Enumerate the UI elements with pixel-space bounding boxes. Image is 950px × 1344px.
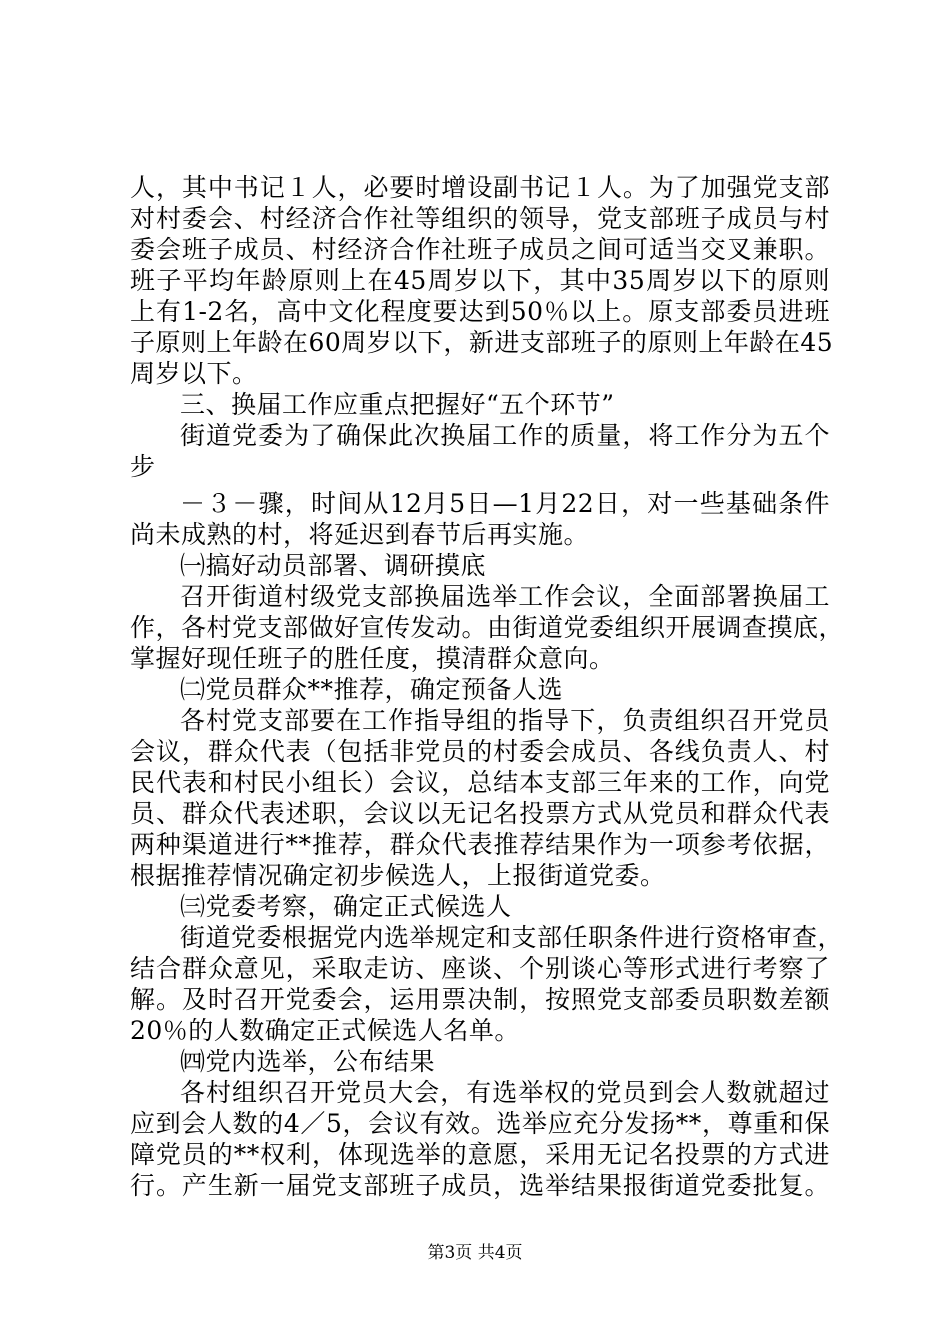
text-line: 会议，群众代表（包括非党员的村委会成员、各线负责人、村	[130, 737, 830, 766]
text-line: －３－骤，时间从12月5日—1月22日，对一些基础条件	[180, 489, 830, 518]
document-body	[130, 172, 845, 1201]
section-heading: 三、换届工作应重点把握好“五个环节”	[180, 390, 615, 419]
text-line: 人，其中书记１人，必要时增设副书记１人。为了加强党支部	[130, 173, 830, 202]
text-line: 尚未成熟的村，将延迟到春节后再实施。	[130, 520, 590, 549]
text-line: 民代表和村民小组长）会议，总结本支部三年来的工作，向党	[130, 768, 830, 797]
text-line: 街道党委根据党内选举规定和支部任职条件进行资格审查，	[180, 923, 844, 952]
subsection-heading: ㈢党委考察，确定正式候选人	[180, 892, 512, 921]
text-line: 步	[130, 452, 156, 481]
text-line: 上有1-2名，高中文化程度要达到50％以上。原支部委员进班	[130, 297, 830, 326]
text-line: 召开街道村级党支部换届选举工作会议，全面部署换届工	[180, 582, 830, 611]
text-line: 委会班子成员、村经济合作社班子成员之间可适当交叉兼职。	[130, 235, 830, 264]
subsection-heading: ㈡党员群众**推荐，确定预备人选	[180, 675, 564, 704]
text-line: 结合群众意见，采取走访、座谈、个别谈心等形式进行考察了	[130, 954, 830, 983]
text-line: 班子平均年龄原则上在45周岁以下，其中35周岁以下的原则	[130, 266, 830, 295]
text-line: 20％的人数确定正式候选人名单。	[130, 1016, 520, 1045]
text-line: 各村组织召开党员大会，有选举权的党员到会人数就超过	[180, 1078, 830, 1107]
text-line: 行。产生新一届党支部班子成员，选举结果报街道党委批复。	[130, 1171, 830, 1200]
text-line: 障党员的**权利，体现选举的意愿，采用无记名投票的方式进	[130, 1140, 830, 1169]
text-line: 各村党支部要在工作指导组的指导下，负责组织召开党员	[180, 706, 830, 735]
subsection-heading: ㈠搞好动员部署、调研摸底	[180, 551, 487, 580]
text-line: 周岁以下。	[130, 359, 258, 388]
page-number-label: 第3页 共4页	[427, 1243, 523, 1263]
text-line: 解。及时召开党委会，运用票决制，按照党支部委员职数差额	[130, 985, 830, 1014]
text-line: 作，各村党支部做好宣传发动。由街道党委组织开展调查摸底，	[130, 613, 845, 642]
page-footer	[0, 1242, 950, 1264]
text-line: 根据推荐情况确定初步候选人，上报街道党委。	[130, 861, 666, 890]
text-line: 街道党委为了确保此次换届工作的质量，将工作分为五个	[180, 421, 830, 450]
text-line: 对村委会、村经济合作社等组织的领导，党支部班子成员与村	[130, 204, 830, 233]
text-line: 员、群众代表述职，会议以无记名投票方式从党员和群众代表	[130, 799, 830, 828]
text-line: 子原则上年龄在60周岁以下，新进支部班子的原则上年龄在45	[130, 328, 834, 357]
subsection-heading: ㈣党内选举，公布结果	[180, 1047, 436, 1076]
text-line: 两种渠道进行**推荐，群众代表推荐结果作为一项参考依据，	[130, 830, 830, 859]
text-line: 应到会人数的4／5，会议有效。选举应充分发扬**，尊重和保	[130, 1109, 830, 1138]
text-line: 掌握好现任班子的胜任度，摸清群众意向。	[130, 644, 615, 673]
